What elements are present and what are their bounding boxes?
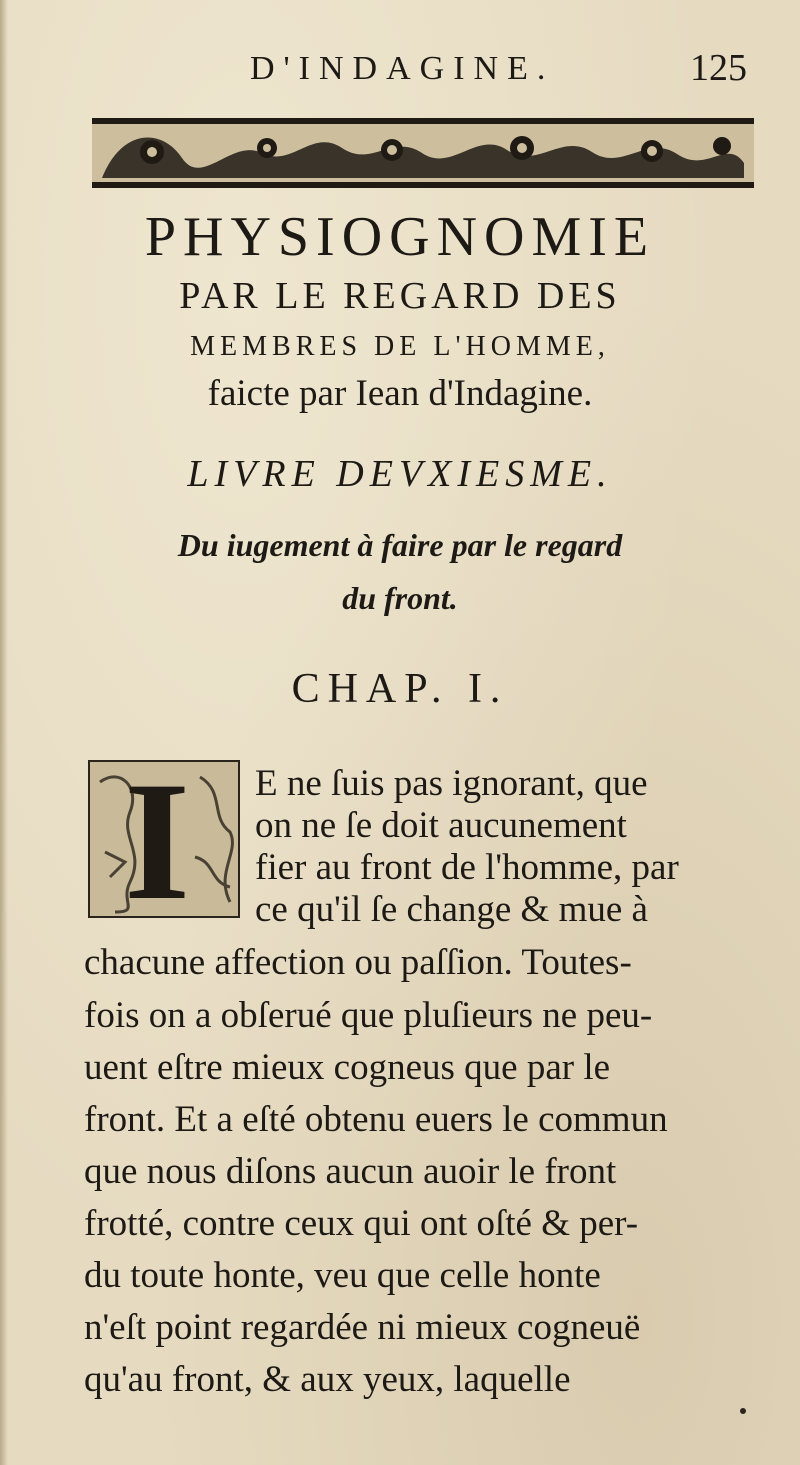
body-line: front. Et a eſté obtenu euers le commun (84, 1099, 668, 1140)
book-label: LIVRE DEVXIESME. (187, 453, 613, 495)
chapter-heading-line-1: Du iugement à faire par le regard (177, 527, 623, 563)
body-line: frotté, contre ceux qui ont oſté & per- (84, 1203, 639, 1244)
body-line: que nous diſons aucun auoir le front (84, 1151, 617, 1192)
decorated-initial (88, 760, 240, 918)
chapter-number: CHAP. I. (291, 666, 509, 712)
page-number: 125 (690, 47, 747, 89)
body-line: qu'au front, & aux yeux, laquelle (84, 1359, 571, 1400)
body-line: fier au front de l'homme, par (255, 847, 679, 888)
author-line: faicte par Iean d'Indagine. (207, 373, 593, 414)
chapter-heading-line-2: du front. (342, 580, 458, 616)
body-line: chacune affection ou paſſion. Toutes- (84, 942, 632, 983)
body-line: on ne ſe doit aucunement (255, 805, 627, 846)
subtitle-line-1: PAR LE REGARD DES (179, 275, 621, 317)
ink-speck (740, 1408, 746, 1414)
book-title: PHYSIOGNOMIE (144, 206, 656, 268)
subtitle-line-2: MEMBRES DE L'HOMME, (190, 331, 610, 362)
body-line: fois on a obſerué que pluſieurs ne peu- (84, 995, 653, 1036)
body-line: E ne ſuis pas ignorant, que (255, 763, 648, 804)
decorative-headpiece-ornament (92, 118, 754, 188)
body-line: du toute honte, veu que celle honte (84, 1255, 601, 1296)
running-head: D'INDAGINE. (250, 50, 555, 87)
body-line: ce qu'il ſe change & mue à (255, 889, 648, 930)
body-line: n'eſt point regardée ni mieux cogneuë (84, 1307, 641, 1348)
drop-initial-letter: I (124, 760, 191, 918)
body-line: uent eſtre mieux cogneus que par le (84, 1047, 611, 1088)
